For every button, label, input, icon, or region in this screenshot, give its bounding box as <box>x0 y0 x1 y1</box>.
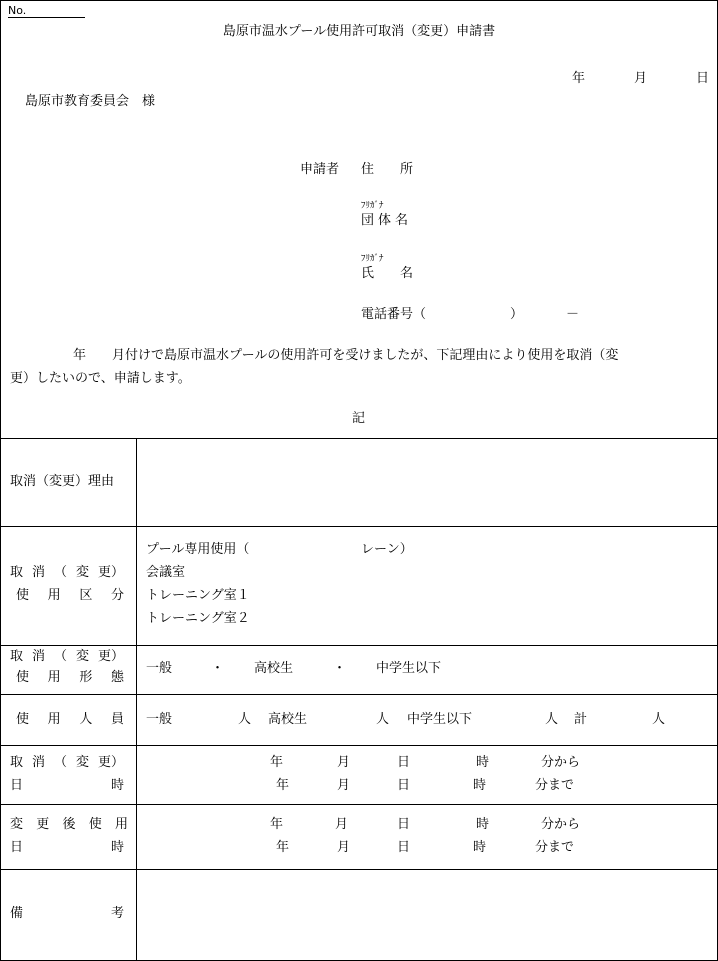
option-lane-suffix: レーン） <box>361 542 413 557</box>
dt2-day: 日 <box>397 840 411 855</box>
people-highschool-label: 高校生 <box>268 712 308 727</box>
dt2-month: 月 <box>335 817 349 832</box>
dt1-month: 月 <box>337 755 351 770</box>
people-general-label: 一般 <box>146 712 173 727</box>
option-training-room-2[interactable]: トレーニング室２ <box>146 611 250 626</box>
changed-label-line2: 日 時 <box>10 840 124 855</box>
dt1-day: 日 <box>397 755 411 770</box>
phone-close: ） <box>510 307 524 322</box>
people-unit: 人 <box>376 712 390 727</box>
category-label-line1: 取 消 （ 変 更） <box>10 565 124 580</box>
form-highschool[interactable]: 高校生 <box>254 661 294 676</box>
form-separator: ・ <box>211 661 225 676</box>
people-unit: 人 <box>545 712 559 727</box>
table-line <box>0 869 718 870</box>
ki-label: 記 <box>352 411 366 426</box>
dt2-hour: 時 <box>473 840 487 855</box>
dt2-year: 年 <box>270 817 284 832</box>
datetime-label-line2: 日 時 <box>10 778 124 793</box>
group-name-label: 団体名 <box>361 213 413 228</box>
table-line <box>0 804 718 805</box>
table-line <box>0 645 718 646</box>
number-label: No. <box>8 4 85 18</box>
dt2-day: 日 <box>397 817 411 832</box>
table-line <box>0 745 718 746</box>
category-label-line2: 使 用 区 分 <box>16 588 124 603</box>
form-separator: ・ <box>333 661 347 676</box>
people-unit: 人 <box>652 712 666 727</box>
table-column-divider <box>136 438 137 960</box>
dt1-year: 年 <box>276 778 290 793</box>
dt2-hour: 時 <box>476 817 490 832</box>
dt1-month: 月 <box>337 778 351 793</box>
form-label-line1: 取 消 （ 変 更） <box>10 649 124 664</box>
table-line <box>0 694 718 695</box>
reason-label: 取消（変更）理由 <box>10 474 115 489</box>
changed-label-line1: 変 更 後 使 用 <box>10 817 128 832</box>
dt2-from: 分から <box>541 817 581 832</box>
date-month-label: 月 <box>634 71 648 86</box>
people-unit: 人 <box>238 712 252 727</box>
dt1-to: 分まで <box>535 778 575 793</box>
addressee: 島原市教育委員会 様 <box>25 94 156 109</box>
name-furigana: ﾌﾘｶﾞﾅ <box>361 254 384 264</box>
option-training-room-1[interactable]: トレーニング室１ <box>146 588 250 603</box>
datetime-label-line1: 取 消 （ 変 更） <box>10 755 124 770</box>
dt1-from: 分から <box>541 755 581 770</box>
date-day-label: 日 <box>696 71 710 86</box>
dt2-to: 分まで <box>535 840 575 855</box>
option-meeting-room[interactable]: 会議室 <box>146 565 186 580</box>
option-pool-exclusive[interactable]: プール専用使用（ <box>146 542 250 557</box>
form-general[interactable]: 一般 <box>146 661 173 676</box>
table-line <box>0 526 718 527</box>
table-line <box>0 438 718 439</box>
applicant-label: 申請者 <box>300 162 340 177</box>
dt2-month: 月 <box>337 840 351 855</box>
people-total-label: 計 <box>574 712 588 727</box>
form-junior[interactable]: 中学生以下 <box>376 661 442 676</box>
phone-dash: － <box>566 307 580 322</box>
form-title: 島原市温水プール使用許可取消（変更）申請書 <box>222 24 496 39</box>
people-junior-label: 中学生以下 <box>407 712 473 727</box>
dt1-year: 年 <box>270 755 284 770</box>
remarks-label: 備 考 <box>10 906 124 921</box>
dt2-year: 年 <box>276 840 290 855</box>
address-label: 住 所 <box>361 162 414 177</box>
dt1-hour: 時 <box>473 778 487 793</box>
form-label-line2: 使 用 形 態 <box>16 670 124 685</box>
dt1-hour: 時 <box>476 755 490 770</box>
phone-label: 電話番号（ <box>361 307 427 322</box>
body-line-1: 年 月付けで島原市温水プールの使用許可を受けましたが、下記理由により使用を取消（変 <box>73 348 619 363</box>
name-label: 氏 名 <box>361 266 414 281</box>
people-label: 使 用 人 員 <box>16 712 124 727</box>
dt1-day: 日 <box>397 778 411 793</box>
group-furigana: ﾌﾘｶﾞﾅ <box>361 201 384 211</box>
date-year-label: 年 <box>572 71 586 86</box>
body-line-2: 更）したいので、申請します。 <box>10 371 191 386</box>
